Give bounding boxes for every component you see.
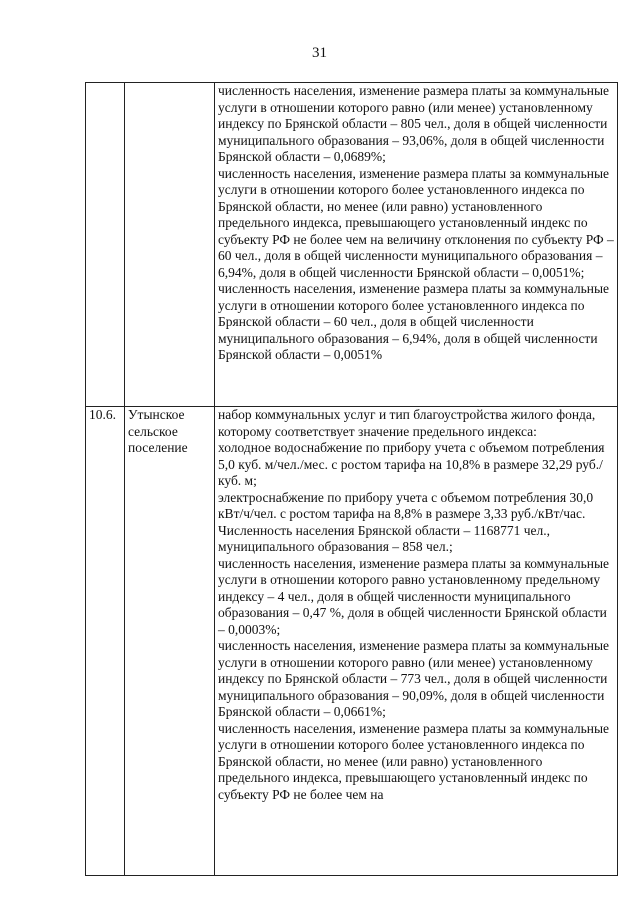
description-cell xyxy=(215,407,618,876)
paragraph: Численность населения Брянской области – 1168771 чел., муниципального образования – 858 чел.; xyxy=(218,522,550,554)
municipality-name-cell: Утынское сельское поселение xyxy=(125,407,215,876)
municipality-name-cell xyxy=(125,83,215,407)
page-number: 31 xyxy=(312,45,327,61)
paragraph: численность населения, изменение размера платы за коммунальные услуги в отношении которого равно установленному предельному индексу – 4 чел., доля в общей численности муниципального образования – 0,47 %, доля в общей численности Брянской области – 0,0003%; xyxy=(218,555,610,637)
table-row xyxy=(86,83,618,407)
paragraph: численность населения, изменение размера платы за коммунальные услуги в отношении которого более установленного индекса по Брянской области – 60 чел., доля в общей численности муниципального образования – 6,94%, доля в общей численности Брянской области – 0,0051% xyxy=(218,281,610,362)
indices-table xyxy=(85,82,618,876)
row-number-cell: 10.6. xyxy=(86,407,125,876)
paragraph: численность населения, изменение размера платы за коммунальные услуги в отношении которого более установленного индекса по Брянской области, но менее (или равно) установленного предельного индекса, превышающего установленный индекс по субъекту РФ не более чем на xyxy=(218,720,610,802)
paragraph: численность населения, изменение размера платы за коммунальные услуги в отношении которого равно (или менее) установленному индексу по Брянской области – 805 чел., доля в общей численности муниципального образования – 93,06%, доля в общей численности Брянской области – 0,0689%; xyxy=(218,83,610,164)
table-row xyxy=(86,407,618,876)
row-number-cell xyxy=(86,83,125,407)
paragraph: численность населения, изменение размера платы за коммунальные услуги в отношении которого равно (или менее) установленному индексу по Брянской области – 773 чел., доля в общей численности муниципального образования – 90,09%, доля в общей численности Брянской области – 0,0661%; xyxy=(218,638,610,719)
paragraph: набор коммунальных услуг и тип благоустройства жилого фонда, которому соответствует значение предельного индекса: xyxy=(218,407,596,439)
paragraph: электроснабжение по прибору учета с объемом потребления 30,0 кВт/ч/чел. с ростом тарифа на 8,8% в размере 3,33 руб./кВт/час. xyxy=(218,489,594,521)
paragraph: холодное водоснабжение по прибору учета с объемом потребления 5,0 куб. м/чел./мес. с ростом тарифа на 10,8% в размере 32,29 руб./куб. м; xyxy=(218,440,605,488)
paragraph: численность населения, изменение размера платы за коммунальные услуги в отношении которого более установленного индекса по Брянской области, но менее (или равно) установленного предельного индекса, превышающего установленный индекс по субъекту РФ не более чем на величину отклонения по субъекту РФ – 60 чел., доля в общей численности муниципального образования – 6,94%, доля в общей численности Брянской области – 0,0051%; xyxy=(218,165,614,280)
description-cell xyxy=(215,83,618,407)
